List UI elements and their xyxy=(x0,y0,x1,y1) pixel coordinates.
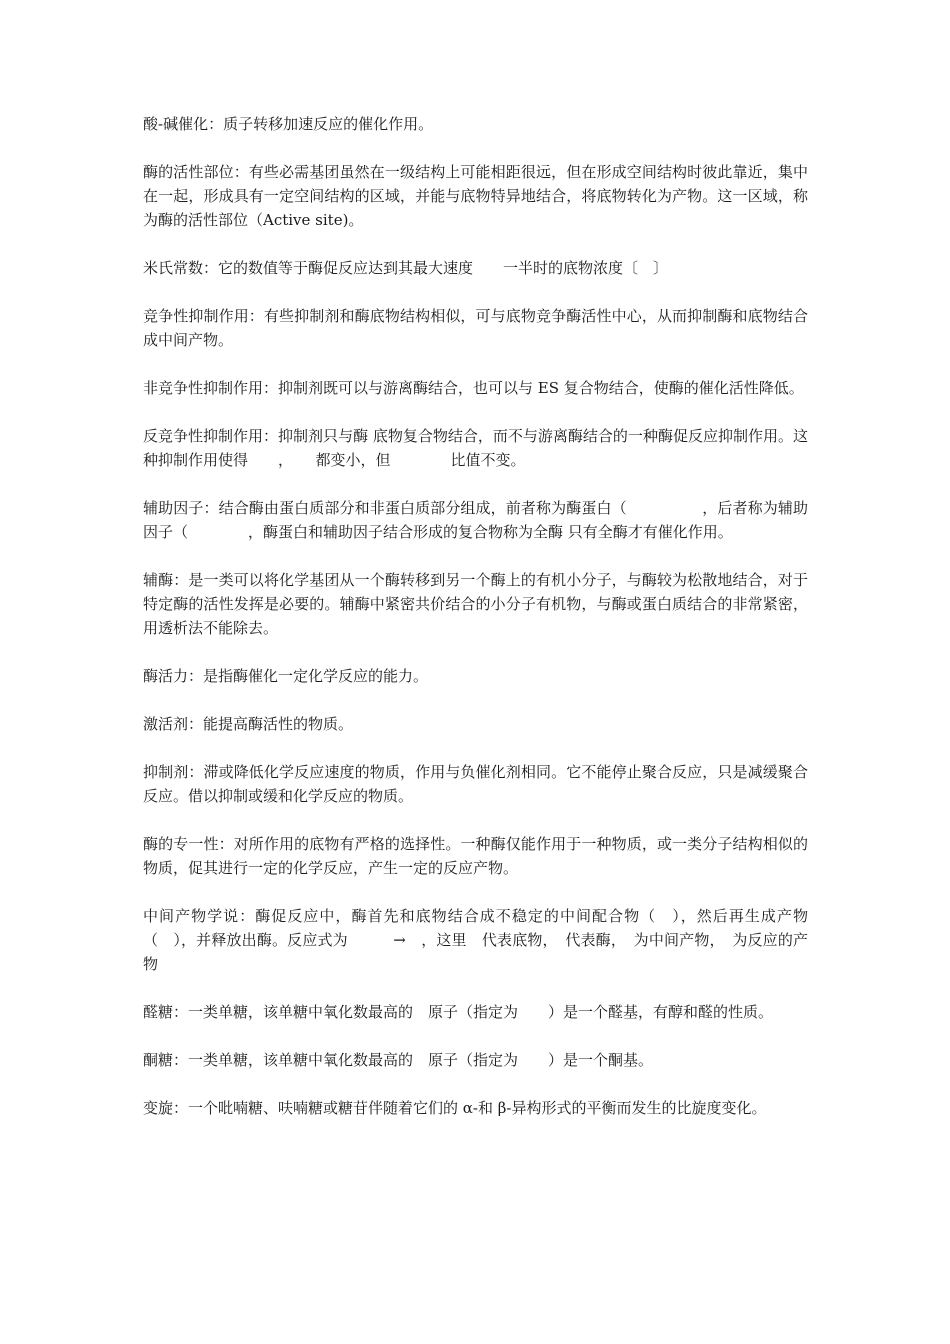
entry-enzyme-specificity: 酶的专一性：对所作用的底物有严格的选择性。一种酶仅能作用于一种物质，或一类分子结构相似的物质，促其进行一定的化学反应，产生一定的反应产物。 xyxy=(143,835,808,877)
entry-aldose: 醛糖：一类单糖，该单糖中氧化数最高的 原子（指定为 ）是一个醛基，有醇和醛的性质。 xyxy=(143,1003,774,1021)
entry-acid-base-catalysis: 酸-碱催化：质子转移加速反应的催化作用。 xyxy=(143,115,434,133)
entry-michaelis-constant: 米氏常数：它的数值等于酶促反应达到其最大速度 一半时的底物浓度〔 〕 xyxy=(143,259,669,277)
entry-active-site: 酶的活性部位：有些必需基团虽然在一级结构上可能相距很远，但在形成空间结构时彼此靠近，集中在一起，形成具有一定空间结构的区域，并能与底物特异地结合，将底物转化为产物。这一区域，称为酶的活性部位（Active site)。 xyxy=(143,163,808,229)
document-page xyxy=(143,112,808,1144)
entry-cofactor: 辅助因子：结合酶由蛋白质部分和非蛋白质部分组成，前者称为酶蛋白（ ，后者称为辅助因子（ ，酶蛋白和辅助因子结合形成的复合物称为全酶 只有全酶才有催化作用。 xyxy=(143,499,808,541)
entry-competitive-inhibition: 竞争性抑制作用：有些抑制剂和酶底物结构相似，可与底物竞争酶活性中心，从而抑制酶和底物结合成中间产物。 xyxy=(143,307,808,349)
entry-ketose: 酮糖：一类单糖，该单糖中氧化数最高的 原子（指定为 ）是一个酮基。 xyxy=(143,1051,654,1069)
entry-enzyme-activity: 酶活力：是指酶催化一定化学反应的能力。 xyxy=(143,667,429,685)
entry-intermediate-theory: 中间产物学说：酶促反应中，酶首先和底物结合成不稳定的中间配合物（ ），然后再生成产物（ ），并释放出酶。反应式为 → ，这里 代表底物， 代表酶， 为中间产物， 为反应的产物 xyxy=(143,907,808,973)
entry-activator: 激活剂：能提高酶活性的物质。 xyxy=(143,715,354,733)
entry-mutarotation: 变旋：一个吡喃糖、呋喃糖或糖苷伴随着它们的 α-和 β-异构形式的平衡而发生的比旋度变化。 xyxy=(143,1099,767,1117)
entry-noncompetitive-inhibition: 非竞争性抑制作用：抑制剂既可以与游离酶结合，也可以与 ES 复合物结合，使酶的催化活性降低。 xyxy=(143,379,804,397)
entry-coenzyme: 辅酶：是一类可以将化学基团从一个酶转移到另一个酶上的有机小分子，与酶较为松散地结合，对于特定酶的活性发挥是必要的。辅酶中紧密共价结合的小分子有机物，与酶或蛋白质结合的非常紧密，用透析法不能除去。 xyxy=(143,571,808,637)
entry-inhibitor: 抑制剂：滞或降低化学反应速度的物质，作用与负催化剂相同。它不能停止聚合反应，只是减缓聚合反应。借以抑制或缓和化学反应的物质。 xyxy=(143,763,808,805)
entry-uncompetitive-inhibition: 反竞争性抑制作用：抑制剂只与酶 底物复合物结合，而不与游离酶结合的一种酶促反应抑制作用。这种抑制作用使得 ， 都变小，但 比值不变。 xyxy=(143,427,808,469)
